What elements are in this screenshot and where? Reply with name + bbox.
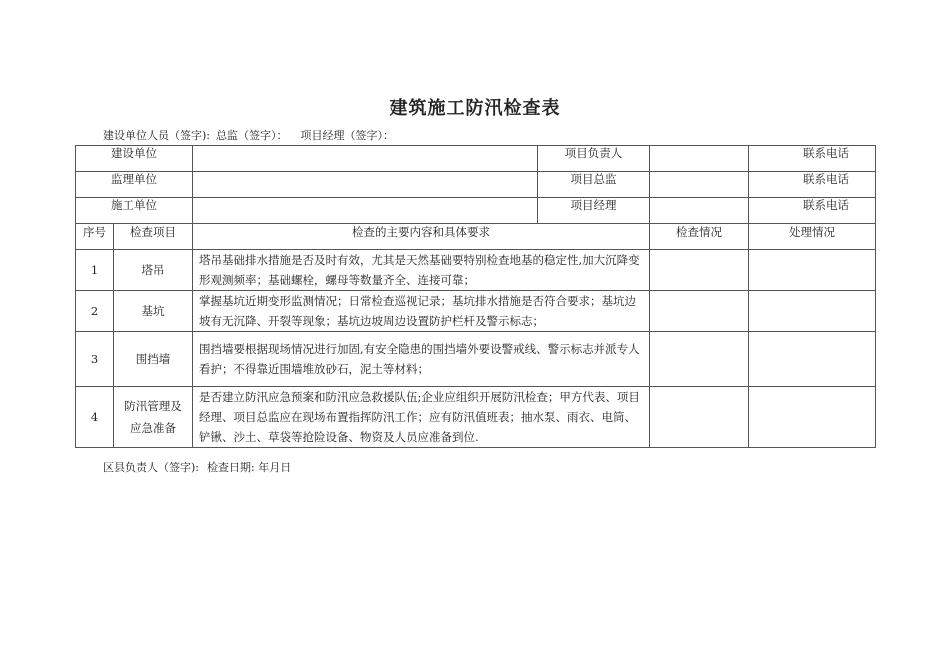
pm-signature-label: 项目经理（签字）： xyxy=(300,129,394,142)
table-header-row xyxy=(76,224,876,250)
info-row-supervision xyxy=(76,172,876,198)
inspection-table xyxy=(75,145,876,448)
col-header-status: 检查情况 xyxy=(650,224,749,250)
info-phone-label xyxy=(650,172,849,198)
info-row-contractor xyxy=(76,198,876,224)
row-content: 是否建立防汛应急预案和防汛应急救援队伍;企业应组织开展防汛检查；甲方代表、项目经理、项目总监应在现场布置指挥防汛工作；应有防汛值班表；抽水泵、雨衣、电筒、铲锹、沙土、草袋等抢险设备、物资及人员应准备到位. xyxy=(193,387,650,448)
info-unit-value[interactable] xyxy=(193,146,538,172)
owner-signature-label: 建设单位人员（签字): xyxy=(103,129,210,142)
table-row xyxy=(76,250,876,291)
footer-signature-line xyxy=(103,459,299,475)
row-item: 塔吊 xyxy=(114,250,193,291)
row-item: 围挡墙 xyxy=(114,332,193,387)
info-unit-label: 施工单位 xyxy=(76,198,193,224)
row-no: 4 xyxy=(76,387,114,448)
col-header-item: 检查项目 xyxy=(114,224,193,250)
table-row xyxy=(76,291,876,332)
info-role-label: 项目负责人 xyxy=(538,146,650,172)
row-content: 掌握基坑近期变形监测情况；日常检查巡视记录；基坑排水措施是否符合要求；基坑边坡有无沉降、开裂等现象；基坑边坡周边设置防护栏杆及警示标志； xyxy=(193,291,650,332)
director-signature-label: 总监（签字）： xyxy=(216,129,288,142)
info-phone-label-text: 联系电话 xyxy=(803,146,849,160)
row-item: 防汛管理及应急准备 xyxy=(114,387,193,448)
table-row xyxy=(76,387,876,448)
info-role-label: 项目总监 xyxy=(538,172,650,198)
signature-line xyxy=(103,127,400,143)
info-unit-value[interactable] xyxy=(193,198,538,224)
row-status-cell[interactable] xyxy=(650,291,749,332)
row-content: 塔吊基础排水措施是否及时有效，尤其是天然基础要特别检查地基的稳定性,加大沉降变形观测频率；基础螺栓，螺母等数量齐全、连接可靠； xyxy=(193,250,650,291)
info-phone-label xyxy=(650,146,849,172)
row-handling-cell[interactable] xyxy=(749,250,876,291)
row-status-cell[interactable] xyxy=(650,387,749,448)
district-signature-label: 区县负责人（签字): xyxy=(103,461,199,474)
page-title: 建筑施工防汛检查表 xyxy=(389,98,561,119)
info-unit-value[interactable] xyxy=(193,172,538,198)
row-no: 2 xyxy=(76,291,114,332)
info-role-label: 项目经理 xyxy=(538,198,650,224)
row-handling-cell[interactable] xyxy=(749,291,876,332)
row-no: 1 xyxy=(76,250,114,291)
info-phone-label xyxy=(650,198,849,224)
info-row-construction xyxy=(76,146,876,172)
row-handling-cell[interactable] xyxy=(749,332,876,387)
row-content: 围挡墙要根据现场情况进行加固,有安全隐患的围挡墙外要设警戒线、警示标志并派专人看护；不得靠近围墙堆放砂石，泥土等材料； xyxy=(193,332,650,387)
table-row xyxy=(76,332,876,387)
info-phone-label-text: 联系电话 xyxy=(803,198,849,212)
row-status-cell[interactable] xyxy=(650,250,749,291)
col-header-handling: 处理情况 xyxy=(749,224,876,250)
inspection-date-label: 检查日期: 年月日 xyxy=(207,461,292,474)
row-no: 3 xyxy=(76,332,114,387)
row-item: 基坑 xyxy=(114,291,193,332)
info-unit-label: 监理单位 xyxy=(76,172,193,198)
col-header-content: 检查的主要内容和具体要求 xyxy=(193,224,650,250)
row-status-cell[interactable] xyxy=(650,332,749,387)
info-unit-label: 建设单位 xyxy=(76,146,193,172)
info-phone-label-text: 联系电话 xyxy=(803,172,849,186)
col-header-no: 序号 xyxy=(76,224,114,250)
row-handling-cell[interactable] xyxy=(749,387,876,448)
